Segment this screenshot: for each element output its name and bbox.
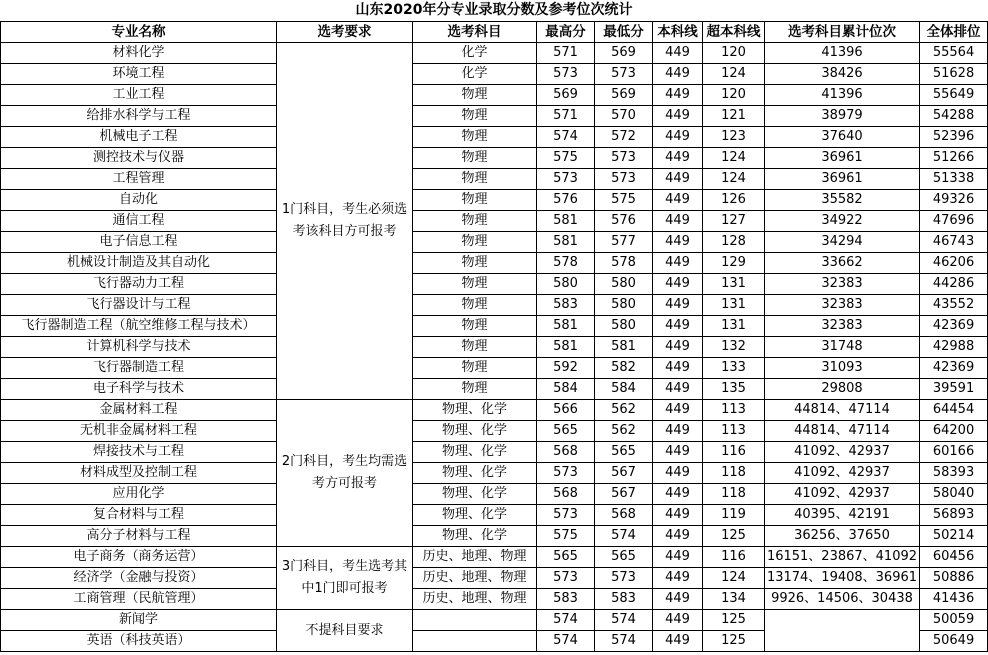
subject-cell [413, 610, 537, 631]
above-line-cell: 119 [703, 505, 765, 526]
min-score-cell: 567 [595, 484, 653, 505]
major-cell: 新闻学 [1, 610, 277, 631]
major-cell: 工商管理（民航管理） [1, 589, 277, 610]
table-row [1, 505, 988, 526]
subject-cell [413, 631, 537, 652]
table-row [1, 127, 988, 148]
above-line-cell: 128 [703, 232, 765, 253]
max-score-cell: 573 [537, 64, 595, 85]
min-score-cell: 573 [595, 148, 653, 169]
max-score-cell: 566 [537, 400, 595, 421]
table-row [1, 274, 988, 295]
table-row [1, 253, 988, 274]
major-cell: 高分子材料与工程 [1, 526, 277, 547]
overall-rank-cell: 52396 [920, 127, 988, 148]
header-subject: 选考科目 [413, 22, 537, 43]
overall-rank-cell: 55649 [920, 85, 988, 106]
above-line-cell: 124 [703, 568, 765, 589]
cumulative-rank-cell [765, 610, 920, 652]
max-score-cell: 584 [537, 379, 595, 400]
above-line-cell: 135 [703, 379, 765, 400]
min-score-cell: 584 [595, 379, 653, 400]
major-cell: 计算机科学与技术 [1, 337, 277, 358]
above-line-cell: 131 [703, 274, 765, 295]
above-line-cell: 126 [703, 190, 765, 211]
major-cell: 测控技术与仪器 [1, 148, 277, 169]
major-cell: 无机非金属材料工程 [1, 421, 277, 442]
above-line-cell: 113 [703, 400, 765, 421]
header-undergrad-line: 本科线 [653, 22, 703, 43]
undergrad-line-cell: 449 [653, 190, 703, 211]
min-score-cell: 577 [595, 232, 653, 253]
major-cell: 应用化学 [1, 484, 277, 505]
min-score-cell: 567 [595, 463, 653, 484]
max-score-cell: 565 [537, 547, 595, 568]
overall-rank-cell: 49326 [920, 190, 988, 211]
overall-rank-cell: 42369 [920, 358, 988, 379]
cumulative-rank-cell: 32383 [765, 295, 920, 316]
overall-rank-cell: 64454 [920, 400, 988, 421]
table-row [1, 400, 988, 421]
table-row [1, 526, 988, 547]
cumulative-rank-cell: 36961 [765, 148, 920, 169]
overall-rank-cell: 47696 [920, 211, 988, 232]
overall-rank-cell: 50214 [920, 526, 988, 547]
max-score-cell: 573 [537, 463, 595, 484]
subject-cell: 物理 [413, 127, 537, 148]
subject-cell: 物理 [413, 253, 537, 274]
subject-cell: 物理 [413, 232, 537, 253]
overall-rank-cell: 58040 [920, 484, 988, 505]
cumulative-rank-cell: 41092、42937 [765, 463, 920, 484]
table-row [1, 316, 988, 337]
table-row [1, 421, 988, 442]
undergrad-line-cell: 449 [653, 316, 703, 337]
cumulative-rank-cell: 35582 [765, 190, 920, 211]
header-major: 专业名称 [1, 22, 277, 43]
major-cell: 材料化学 [1, 43, 277, 64]
above-line-cell: 127 [703, 211, 765, 232]
max-score-cell: 592 [537, 358, 595, 379]
major-cell: 电子商务（商务运营） [1, 547, 277, 568]
major-cell: 机械设计制造及其自动化 [1, 253, 277, 274]
major-cell: 金属材料工程 [1, 400, 277, 421]
major-cell: 飞行器设计与工程 [1, 295, 277, 316]
max-score-cell: 568 [537, 484, 595, 505]
undergrad-line-cell: 449 [653, 337, 703, 358]
undergrad-line-cell: 449 [653, 379, 703, 400]
max-score-cell: 575 [537, 526, 595, 547]
requirement-cell: 不提科目要求 [277, 610, 413, 652]
undergrad-line-cell: 449 [653, 400, 703, 421]
overall-rank-cell: 51628 [920, 64, 988, 85]
major-cell: 飞行器动力工程 [1, 274, 277, 295]
subject-cell: 历史、地理、物理 [413, 547, 537, 568]
above-line-cell: 120 [703, 85, 765, 106]
min-score-cell: 574 [595, 631, 653, 652]
subject-cell: 物理 [413, 190, 537, 211]
cumulative-rank-cell: 41092、42937 [765, 442, 920, 463]
above-line-cell: 116 [703, 547, 765, 568]
min-score-cell: 569 [595, 43, 653, 64]
above-line-cell: 125 [703, 610, 765, 631]
overall-rank-cell: 44286 [920, 274, 988, 295]
undergrad-line-cell: 449 [653, 463, 703, 484]
table-row [1, 589, 988, 610]
overall-rank-cell: 58393 [920, 463, 988, 484]
table-row [1, 169, 988, 190]
max-score-cell: 573 [537, 505, 595, 526]
subject-cell: 物理 [413, 148, 537, 169]
header-above-line: 超本科线 [703, 22, 765, 43]
header-cumulative-rank: 选考科目累计位次 [765, 22, 920, 43]
min-score-cell: 572 [595, 127, 653, 148]
min-score-cell: 581 [595, 337, 653, 358]
subject-cell: 物理、化学 [413, 442, 537, 463]
undergrad-line-cell: 449 [653, 148, 703, 169]
subject-cell: 历史、地理、物理 [413, 568, 537, 589]
min-score-cell: 578 [595, 253, 653, 274]
major-cell: 工业工程 [1, 85, 277, 106]
undergrad-line-cell: 449 [653, 253, 703, 274]
undergrad-line-cell: 449 [653, 127, 703, 148]
overall-rank-cell: 55564 [920, 43, 988, 64]
subject-cell: 物理、化学 [413, 463, 537, 484]
overall-rank-cell: 42988 [920, 337, 988, 358]
table-row [1, 106, 988, 127]
above-line-cell: 125 [703, 526, 765, 547]
cumulative-rank-cell: 37640 [765, 127, 920, 148]
undergrad-line-cell: 449 [653, 547, 703, 568]
overall-rank-cell: 46206 [920, 253, 988, 274]
cumulative-rank-cell: 32383 [765, 316, 920, 337]
max-score-cell: 574 [537, 631, 595, 652]
min-score-cell: 573 [595, 169, 653, 190]
cumulative-rank-cell: 31093 [765, 358, 920, 379]
cumulative-rank-cell: 38979 [765, 106, 920, 127]
above-line-cell: 113 [703, 421, 765, 442]
undergrad-line-cell: 449 [653, 106, 703, 127]
requirement-cell: 2门科目，考生均需选考方可报考 [277, 400, 413, 547]
undergrad-line-cell: 449 [653, 295, 703, 316]
min-score-cell: 574 [595, 610, 653, 631]
undergrad-line-cell: 449 [653, 484, 703, 505]
cumulative-rank-cell: 40395、42191 [765, 505, 920, 526]
min-score-cell: 580 [595, 316, 653, 337]
overall-rank-cell: 41436 [920, 589, 988, 610]
above-line-cell: 133 [703, 358, 765, 379]
max-score-cell: 575 [537, 148, 595, 169]
above-line-cell: 125 [703, 631, 765, 652]
min-score-cell: 580 [595, 295, 653, 316]
max-score-cell: 583 [537, 589, 595, 610]
min-score-cell: 573 [595, 568, 653, 589]
cumulative-rank-cell: 13174、19408、36961 [765, 568, 920, 589]
max-score-cell: 574 [537, 127, 595, 148]
table-row [1, 232, 988, 253]
min-score-cell: 570 [595, 106, 653, 127]
min-score-cell: 565 [595, 442, 653, 463]
min-score-cell: 569 [595, 85, 653, 106]
min-score-cell: 568 [595, 505, 653, 526]
subject-cell: 物理、化学 [413, 421, 537, 442]
subject-cell: 化学 [413, 43, 537, 64]
overall-rank-cell: 60166 [920, 442, 988, 463]
major-cell: 材料成型及控制工程 [1, 463, 277, 484]
subject-cell: 物理 [413, 358, 537, 379]
table-row [1, 568, 988, 589]
min-score-cell: 565 [595, 547, 653, 568]
header-min-score: 最低分 [595, 22, 653, 43]
major-cell: 飞行器制造工程 [1, 358, 277, 379]
overall-rank-cell: 54288 [920, 106, 988, 127]
subject-cell: 历史、地理、物理 [413, 589, 537, 610]
above-line-cell: 118 [703, 463, 765, 484]
overall-rank-cell: 60456 [920, 547, 988, 568]
max-score-cell: 581 [537, 211, 595, 232]
table-row [1, 148, 988, 169]
table-row [1, 463, 988, 484]
max-score-cell: 573 [537, 169, 595, 190]
major-cell: 经济学（金融与投资） [1, 568, 277, 589]
major-cell: 电子科学与技术 [1, 379, 277, 400]
requirement-cell: 1门科目，考生必须选考该科目方可报考 [277, 43, 413, 400]
undergrad-line-cell: 449 [653, 43, 703, 64]
above-line-cell: 116 [703, 442, 765, 463]
subject-cell: 物理、化学 [413, 400, 537, 421]
overall-rank-cell: 51266 [920, 148, 988, 169]
undergrad-line-cell: 449 [653, 358, 703, 379]
above-line-cell: 123 [703, 127, 765, 148]
above-line-cell: 132 [703, 337, 765, 358]
above-line-cell: 120 [703, 43, 765, 64]
table-row [1, 85, 988, 106]
min-score-cell: 583 [595, 589, 653, 610]
subject-cell: 化学 [413, 64, 537, 85]
table-row [1, 190, 988, 211]
max-score-cell: 581 [537, 337, 595, 358]
cumulative-rank-cell: 44814、47114 [765, 400, 920, 421]
major-cell: 给排水科学与工程 [1, 106, 277, 127]
overall-rank-cell: 50649 [920, 631, 988, 652]
overall-rank-cell: 50059 [920, 610, 988, 631]
table-row [1, 64, 988, 85]
major-cell: 焊接技术与工程 [1, 442, 277, 463]
subject-cell: 物理 [413, 169, 537, 190]
table-row [1, 358, 988, 379]
major-cell: 复合材料与工程 [1, 505, 277, 526]
overall-rank-cell: 64200 [920, 421, 988, 442]
above-line-cell: 121 [703, 106, 765, 127]
max-score-cell: 565 [537, 421, 595, 442]
undergrad-line-cell: 449 [653, 64, 703, 85]
max-score-cell: 581 [537, 232, 595, 253]
min-score-cell: 575 [595, 190, 653, 211]
undergrad-line-cell: 449 [653, 568, 703, 589]
table-row [1, 610, 988, 631]
undergrad-line-cell: 449 [653, 85, 703, 106]
max-score-cell: 571 [537, 43, 595, 64]
subject-cell: 物理 [413, 316, 537, 337]
table-row [1, 379, 988, 400]
undergrad-line-cell: 449 [653, 610, 703, 631]
overall-rank-cell: 50886 [920, 568, 988, 589]
cumulative-rank-cell: 31748 [765, 337, 920, 358]
cumulative-rank-cell: 29808 [765, 379, 920, 400]
major-cell: 电子信息工程 [1, 232, 277, 253]
undergrad-line-cell: 449 [653, 589, 703, 610]
major-cell: 通信工程 [1, 211, 277, 232]
cumulative-rank-cell: 41092、42937 [765, 484, 920, 505]
above-line-cell: 118 [703, 484, 765, 505]
major-cell: 自动化 [1, 190, 277, 211]
subject-cell: 物理、化学 [413, 526, 537, 547]
above-line-cell: 124 [703, 148, 765, 169]
max-score-cell: 571 [537, 106, 595, 127]
overall-rank-cell: 46743 [920, 232, 988, 253]
undergrad-line-cell: 449 [653, 169, 703, 190]
header-overall-rank: 全体排位 [920, 22, 988, 43]
header-max-score: 最高分 [537, 22, 595, 43]
subject-cell: 物理 [413, 295, 537, 316]
subject-cell: 物理 [413, 274, 537, 295]
cumulative-rank-cell: 33662 [765, 253, 920, 274]
overall-rank-cell: 51338 [920, 169, 988, 190]
subject-cell: 物理 [413, 106, 537, 127]
subject-cell: 物理、化学 [413, 505, 537, 526]
max-score-cell: 573 [537, 568, 595, 589]
subject-cell: 物理 [413, 85, 537, 106]
cumulative-rank-cell: 9926、14506、30438 [765, 589, 920, 610]
table-row [1, 484, 988, 505]
table-row [1, 337, 988, 358]
undergrad-line-cell: 449 [653, 442, 703, 463]
undergrad-line-cell: 449 [653, 232, 703, 253]
cumulative-rank-cell: 38426 [765, 64, 920, 85]
max-score-cell: 576 [537, 190, 595, 211]
major-cell: 英语（科技英语） [1, 631, 277, 652]
cumulative-rank-cell: 34294 [765, 232, 920, 253]
subject-cell: 物理 [413, 379, 537, 400]
major-cell: 机械电子工程 [1, 127, 277, 148]
min-score-cell: 574 [595, 526, 653, 547]
subject-cell: 物理 [413, 337, 537, 358]
max-score-cell: 580 [537, 274, 595, 295]
min-score-cell: 582 [595, 358, 653, 379]
cumulative-rank-cell: 16151、23867、41092 [765, 547, 920, 568]
max-score-cell: 574 [537, 610, 595, 631]
requirement-cell: 3门科目，考生选考其中1门即可报考 [277, 547, 413, 610]
table-row [1, 442, 988, 463]
major-cell: 飞行器制造工程（航空维修工程与技术） [1, 316, 277, 337]
overall-rank-cell: 39591 [920, 379, 988, 400]
undergrad-line-cell: 449 [653, 421, 703, 442]
max-score-cell: 569 [537, 85, 595, 106]
above-line-cell: 131 [703, 316, 765, 337]
table-row [1, 211, 988, 232]
undergrad-line-cell: 449 [653, 526, 703, 547]
overall-rank-cell: 56893 [920, 505, 988, 526]
max-score-cell: 568 [537, 442, 595, 463]
above-line-cell: 124 [703, 64, 765, 85]
cumulative-rank-cell: 32383 [765, 274, 920, 295]
above-line-cell: 131 [703, 295, 765, 316]
above-line-cell: 134 [703, 589, 765, 610]
above-line-cell: 129 [703, 253, 765, 274]
major-cell: 工程管理 [1, 169, 277, 190]
table-body [1, 43, 988, 652]
undergrad-line-cell: 449 [653, 505, 703, 526]
max-score-cell: 578 [537, 253, 595, 274]
cumulative-rank-cell: 41396 [765, 43, 920, 64]
max-score-cell: 581 [537, 316, 595, 337]
undergrad-line-cell: 449 [653, 274, 703, 295]
min-score-cell: 573 [595, 64, 653, 85]
min-score-cell: 580 [595, 274, 653, 295]
header-requirement: 选考要求 [277, 22, 413, 43]
cumulative-rank-cell: 34922 [765, 211, 920, 232]
above-line-cell: 124 [703, 169, 765, 190]
subject-cell: 物理 [413, 211, 537, 232]
table-row [1, 43, 988, 64]
table-row [1, 547, 988, 568]
cumulative-rank-cell: 36256、37650 [765, 526, 920, 547]
major-cell: 环境工程 [1, 64, 277, 85]
cumulative-rank-cell: 36961 [765, 169, 920, 190]
undergrad-line-cell: 449 [653, 211, 703, 232]
subject-cell: 物理、化学 [413, 484, 537, 505]
cumulative-rank-cell: 41396 [765, 85, 920, 106]
cumulative-rank-cell: 44814、47114 [765, 421, 920, 442]
page-title: 山东2020年分专业录取分数及参考位次统计 [355, 2, 633, 18]
table-row [1, 295, 988, 316]
undergrad-line-cell: 449 [653, 631, 703, 652]
max-score-cell: 583 [537, 295, 595, 316]
min-score-cell: 562 [595, 421, 653, 442]
overall-rank-cell: 42369 [920, 316, 988, 337]
min-score-cell: 562 [595, 400, 653, 421]
min-score-cell: 576 [595, 211, 653, 232]
overall-rank-cell: 43552 [920, 295, 988, 316]
